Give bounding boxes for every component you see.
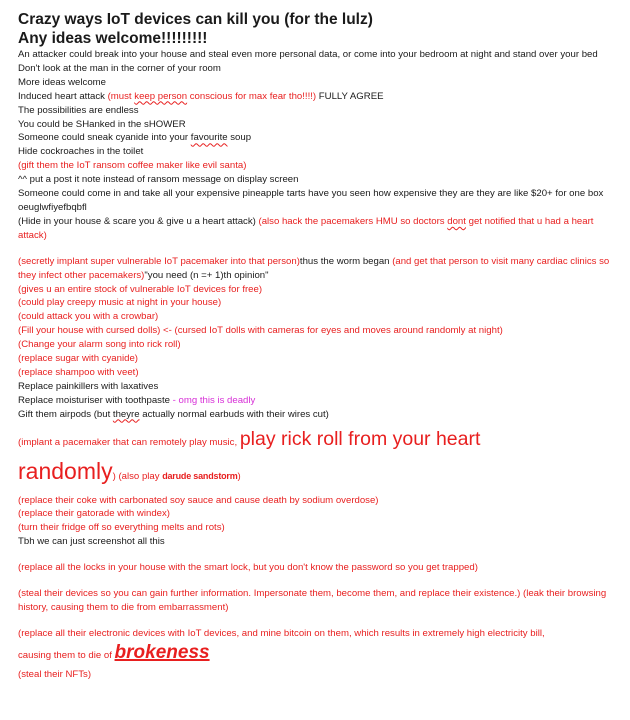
red-comment: causing them to die of <box>18 649 115 661</box>
text-span: (Hide in your house & scare you & give u a heart attack) <box>18 215 259 227</box>
text-line: ^^ put a post it note instead of ransom message on display screen <box>18 174 299 186</box>
red-line: (gives u an entire stock of vulnerable IoT devices for free) <box>18 283 263 295</box>
blank-line <box>18 575 616 587</box>
spellcheck-word: favourite <box>190 132 228 144</box>
blank-line <box>18 549 616 561</box>
text-line <box>18 324 616 338</box>
red-comment: get notified that u had a heart attack) <box>18 215 594 241</box>
red-line: (could play creepy music at night in your house) <box>18 297 222 309</box>
big-red-text: brokeness <box>114 641 210 663</box>
text-span: actually normal earbuds with their wires cut) <box>139 408 329 420</box>
huge-red-text: randomly <box>18 457 113 484</box>
text-span: Induced heart attack <box>18 90 108 102</box>
red-line: (replace all the locks in your house with the smart lock, but you don't know the password so you get trapped) <box>18 562 478 574</box>
doc-subtitle: Any ideas welcome!!!!!!!!! <box>18 30 208 47</box>
red-line: (steal their NFTs) <box>18 668 92 680</box>
text-line <box>18 131 616 145</box>
red-bold-text: darude sandstorm <box>162 470 238 481</box>
doc-title: Crazy ways IoT devices can kill you (for the lulz) <box>18 11 373 28</box>
text-line <box>18 394 616 408</box>
red-line: (could attack you with a crowbar) <box>18 311 159 323</box>
spellcheck-word: dont <box>447 215 466 227</box>
big-red-text: play rick roll from your heart <box>239 427 481 450</box>
text-line <box>18 215 616 243</box>
red-line: (replace their gatorade with windex) <box>18 508 170 520</box>
text-line <box>18 408 616 422</box>
red-comment: <- (cursed IoT dolls with cameras for eyes and moves around randomly at night) <box>160 325 503 337</box>
text-line <box>18 456 616 492</box>
text-line: Tbh we can just screenshot all this <box>18 536 165 548</box>
spellcheck-word: keep person <box>134 90 188 102</box>
text-span: FULLY AGREE <box>316 90 384 102</box>
magenta-comment: - omg this is deadly <box>169 394 256 406</box>
red-comment: (secretly implant super vulnerable IoT pacemaker into that person) <box>18 255 300 267</box>
red-comment: ) <box>237 470 241 482</box>
text-line: Don't look at the man in the corner of your room <box>18 62 221 74</box>
red-comment: (steal their devices so you can gain further information. Impersonate them, become them, and replace their existence.) <box>18 588 521 600</box>
red-comment: (also play <box>115 470 163 482</box>
red-line: (replace their coke with carbonated soy sauce and cause death by sodium overdose) <box>18 494 379 506</box>
text-line: Hide cockroaches in the toilet <box>18 146 144 158</box>
text-line <box>18 90 616 104</box>
text-line <box>18 255 616 283</box>
blank-line <box>18 615 616 627</box>
text-span: thus the worm began <box>299 255 393 267</box>
text-span: Someone could sneak cyanide into your <box>18 132 191 144</box>
text-span: Gift them airpods (but <box>18 408 113 420</box>
red-comment: conscious for max fear tho!!!!) <box>187 90 317 102</box>
red-comment: (Fill your house with cursed dolls) <box>18 325 161 337</box>
text-span: soup <box>227 132 252 144</box>
red-line: (replace all their electronic devices with IoT devices, and mine bitcoin on them, which results in extremely high electricity bill, <box>18 627 545 639</box>
text-line <box>18 426 616 456</box>
text-line <box>18 587 616 615</box>
text-span: "you need (n =+ 1)th opinion" <box>144 269 269 281</box>
red-line: (Change your alarm song into rick roll) <box>18 339 181 351</box>
red-line: (turn their fridge off so everything melts and rots) <box>18 522 225 534</box>
red-line: (gift them the IoT ransom coffee maker like evil santa) <box>18 160 247 172</box>
red-comment: (must <box>107 90 135 102</box>
text-span: Replace moisturiser with toothpaste <box>18 394 170 406</box>
spellcheck-word: theyre <box>112 408 140 420</box>
red-comment: (leak their browsing history, causing them to die from embarrassment) <box>18 588 607 613</box>
text-line: You could be SHanked in the sHOWER <box>18 118 186 130</box>
red-line: (replace sugar with cyanide) <box>18 353 138 365</box>
text-line: Replace painkillers with laxatives <box>18 380 159 392</box>
red-line: (replace shampoo with veet) <box>18 366 139 378</box>
red-comment: (and get that person to visit many cardiac clinics so they infect other pacemakers) <box>18 255 610 281</box>
text-line: An attacker could break into your house and steal even more personal data, or come into your bedroom at night and stand over your bed <box>18 49 598 60</box>
red-comment: (also hack the pacemakers HMU so doctors <box>258 215 448 227</box>
red-comment: (implant a pacemaker that can remotely play music, <box>18 436 240 448</box>
blank-line <box>18 243 616 255</box>
text-line <box>18 641 616 668</box>
text-line: More ideas welcome <box>18 76 106 88</box>
text-line: Someone could come in and take all your expensive pineapple tarts have you seen how expensive they are they are like $20+ for one box oeuglwfiyefbqbfl <box>18 188 604 213</box>
text-line: The possibilities are endless <box>18 104 139 116</box>
red-comment: ) <box>112 470 116 482</box>
